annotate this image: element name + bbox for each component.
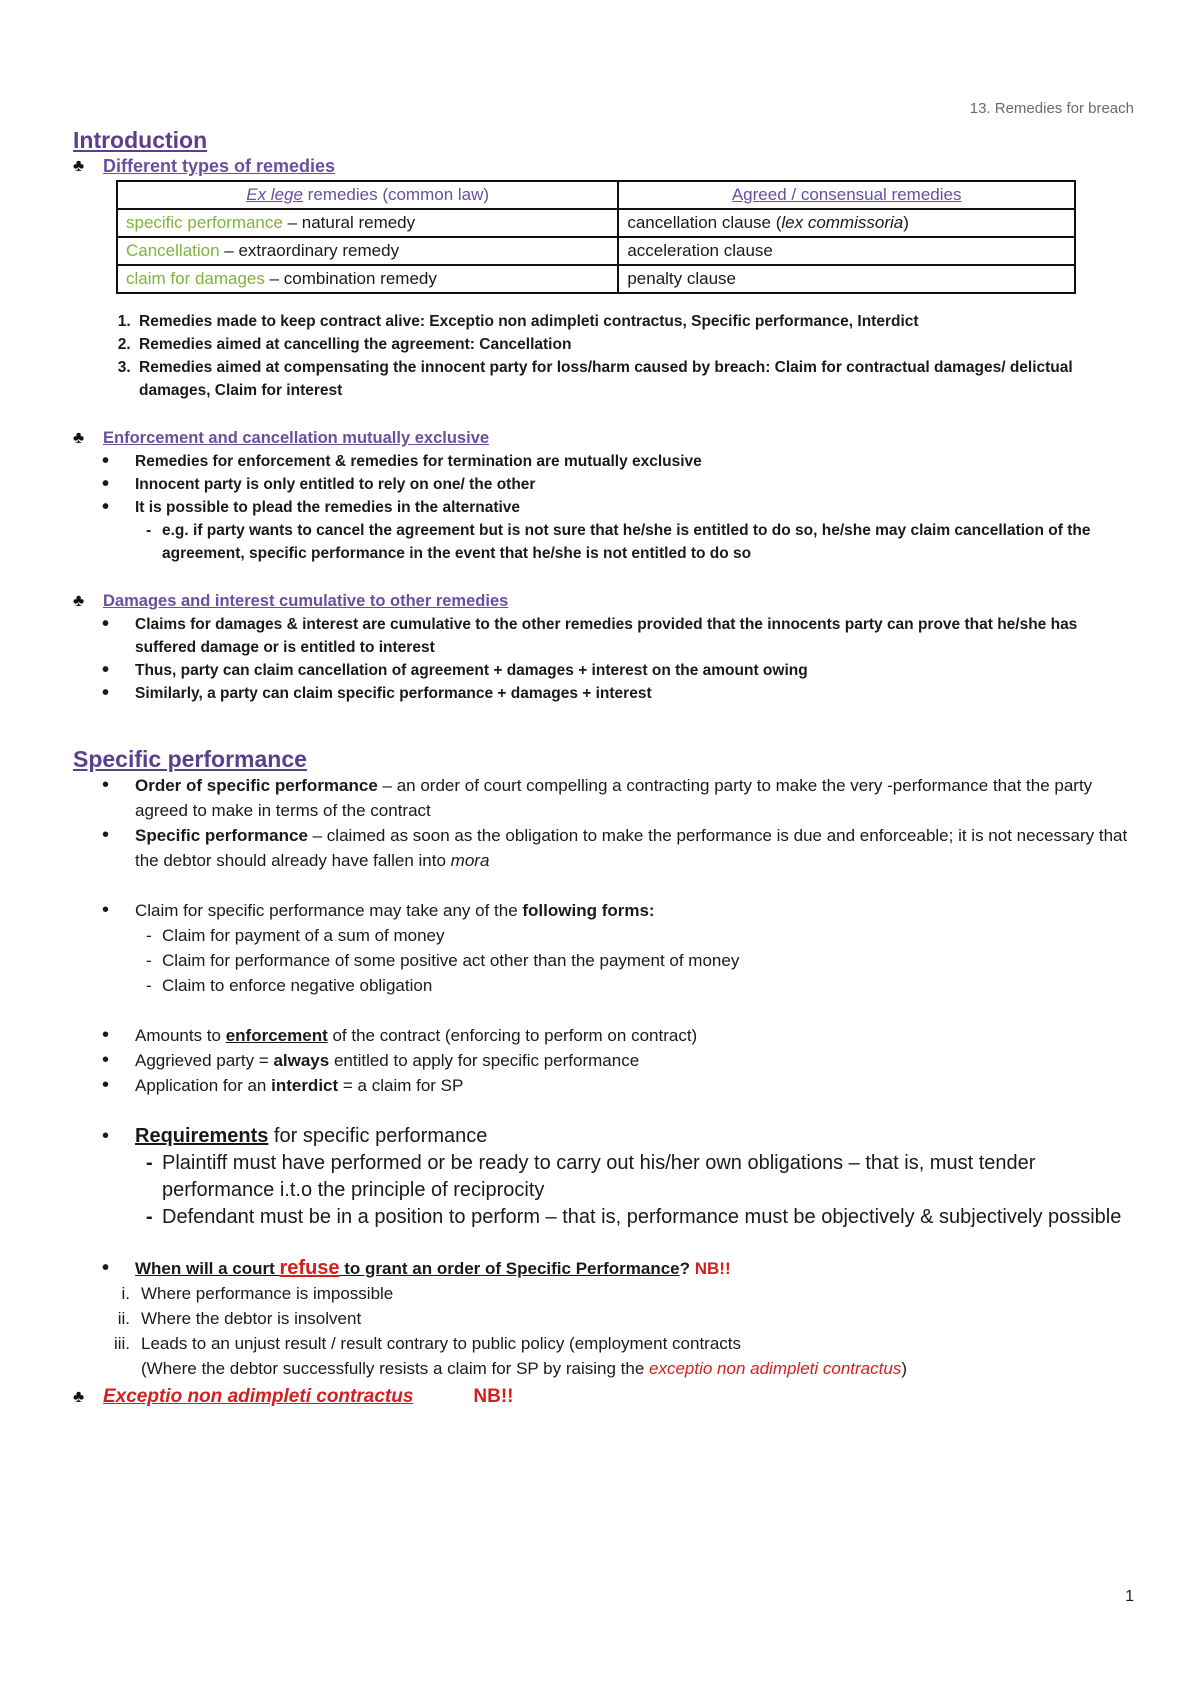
running-header: 13. Remedies for breach	[969, 100, 1134, 117]
list-item	[73, 1256, 1133, 1281]
note-text: = a claim for SP	[338, 1076, 464, 1095]
list-item	[73, 773, 1133, 823]
table-row	[117, 209, 1075, 237]
table-cell: acceleration clause	[618, 237, 1075, 265]
roman-numeral: iii.	[113, 1334, 130, 1353]
col-header-agreed: Agreed / consensual remedies	[618, 181, 1075, 209]
note-text: Application for an	[135, 1076, 272, 1095]
clause-italic: lex commissoria	[781, 213, 904, 232]
table-cell	[117, 265, 618, 293]
specific-performance-heading: Specific performance	[73, 746, 307, 772]
note-emph: always	[273, 1051, 330, 1070]
reason-text: Leads to an unjust result / result contrary to public policy (employment contracts	[141, 1334, 742, 1353]
types-heading: Different types of remedies	[103, 156, 336, 176]
list-item	[73, 1306, 1133, 1331]
table-row	[117, 265, 1075, 293]
list-item	[73, 1073, 1133, 1098]
requirements-text: for specific performance	[268, 1125, 488, 1147]
list-item	[73, 1331, 1133, 1381]
list-item	[73, 1281, 1133, 1306]
note-emph: interdict	[271, 1076, 339, 1095]
roman-numeral: ii.	[117, 1309, 130, 1328]
note-emph: enforcement	[225, 1026, 328, 1045]
list-item: - Claim for payment of a sum of money	[73, 923, 1133, 948]
table-cell	[618, 209, 1075, 237]
clause-text: cancellation clause (	[627, 213, 782, 232]
table-cell	[117, 209, 618, 237]
reason-text: Where performance is impossible	[141, 1284, 394, 1303]
enforcement-heading-row	[73, 426, 1133, 450]
col-header-ex-lege	[117, 181, 618, 209]
mora-text: mora	[450, 851, 490, 870]
enforcement-list	[73, 450, 1133, 519]
table-cell	[117, 237, 618, 265]
list-item: - Plaintiff must have performed or be ready to carry out his/her own obligations – that is, must tender performance i.t.o the principle of reciprocity	[73, 1150, 1133, 1204]
sp-definitions-list	[73, 773, 1133, 873]
list-item: - Defendant must be in a position to perform – that is, performance must be objectively & subjectively possible	[73, 1204, 1133, 1231]
list-item: 2. Remedies aimed at cancelling the agreement: Cancellation	[135, 333, 1133, 356]
refuse-q: ?	[679, 1259, 691, 1278]
remedies-table	[116, 180, 1076, 294]
remedy-desc: – extraordinary remedy	[219, 241, 400, 260]
list-item: • It is possible to plead the remedies in the alternative	[73, 496, 1133, 519]
term: Specific performance	[135, 826, 308, 845]
refuse-text: to grant an order of Specific Performance	[339, 1259, 680, 1278]
exceptio-heading-row	[73, 1385, 1133, 1409]
remedy-categories-list	[73, 310, 1133, 402]
list-item	[73, 898, 1133, 923]
exceptio-ref: exceptio non adimpleti contractus	[649, 1359, 902, 1378]
club-icon: ♣	[73, 156, 85, 175]
sp-requirements-list	[73, 1123, 1133, 1150]
list-item: • Claims for damages & interest are cumulative to the other remedies provided that the innocents party can prove that he/she has suffered damage or is entitled to interest	[73, 613, 1133, 659]
requirements-term: Requirements	[135, 1125, 269, 1147]
damages-list	[73, 613, 1133, 705]
sp-forms-sublist	[73, 923, 1133, 998]
remedy-desc: – natural remedy	[282, 213, 416, 232]
remedy-desc: – combination remedy	[264, 269, 437, 288]
table-header-row	[117, 181, 1075, 209]
types-heading-row	[73, 154, 1133, 178]
list-item: - Claim to enforce negative obligation	[73, 973, 1133, 998]
col1-header-rest: remedies (common law)	[302, 185, 490, 204]
club-icon: ♣	[73, 428, 85, 447]
list-item	[73, 1023, 1133, 1048]
list-item: - Claim for performance of some positive act other than the payment of money	[73, 948, 1133, 973]
note-text: of the contract (enforcing to perform on contract)	[327, 1026, 698, 1045]
list-item: 1. Remedies made to keep contract alive: Exceptio non adimpleti contractus, Specific performance, Interdict	[135, 310, 1133, 333]
refuse-word: refuse	[279, 1257, 340, 1279]
enforcement-sublist	[73, 519, 1133, 565]
reason-note-close: )	[901, 1359, 907, 1378]
damages-heading-row	[73, 589, 1133, 613]
roman-numeral: i.	[121, 1284, 130, 1303]
document-content	[73, 126, 1133, 1409]
list-item: • Thus, party can claim cancellation of agreement + damages + interest on the amount owing	[73, 659, 1133, 682]
list-item	[73, 823, 1133, 873]
remedy-term: Cancellation	[126, 241, 220, 260]
sp-forms-list	[73, 898, 1133, 923]
list-item: • Similarly, a party can claim specific performance + damages + interest	[73, 682, 1133, 705]
list-item	[73, 1123, 1133, 1150]
exceptio-heading: Exceptio non adimpleti contractus	[103, 1386, 414, 1407]
refuse-text: When will a court	[135, 1259, 280, 1278]
note-text: entitled to apply for specific performance	[329, 1051, 640, 1070]
forms-intro: Claim for specific performance may take any of the	[135, 901, 523, 920]
reason-text: Where the debtor is insolvent	[141, 1309, 362, 1328]
list-item: • Innocent party is only entitled to rely on one/ the other	[73, 473, 1133, 496]
reason-note: (Where the debtor successfully resists a claim for SP by raising the	[141, 1359, 649, 1378]
introduction-heading: Introduction	[73, 127, 208, 153]
list-item: • Remedies for enforcement & remedies for termination are mutually exclusive	[73, 450, 1133, 473]
note-text: Amounts to	[135, 1026, 226, 1045]
damages-heading: Damages and interest cumulative to other remedies	[103, 592, 509, 610]
list-item	[73, 1048, 1133, 1073]
remedy-term: claim for damages	[126, 269, 265, 288]
table-cell: penalty clause	[618, 265, 1075, 293]
nb-badge: NB!!	[473, 1386, 514, 1407]
sp-requirements-sublist	[73, 1150, 1133, 1231]
club-icon: ♣	[73, 591, 85, 610]
definition: – claimed as soon as the obligation to make the performance is due and enforceable; it is not necessary that the debtor should already have fallen into	[135, 826, 1128, 870]
term: Order of specific performance	[135, 776, 378, 795]
page-number: 1	[1125, 1588, 1134, 1605]
club-icon: ♣	[73, 1387, 85, 1406]
enforcement-heading: Enforcement and cancellation mutually exclusive	[103, 429, 490, 447]
list-item: - e.g. if party wants to cancel the agreement but is not sure that he/she is entitled to do so, he/she may claim cancellation of the agreement, specific performance in the event that he/she is not entitled to do so	[73, 519, 1133, 565]
clause-close: )	[903, 213, 909, 232]
note-text: Aggrieved party =	[135, 1051, 274, 1070]
definition: – an order of court compelling a contracting party to make the very -performance that the party agreed to make in terms of the contract	[135, 776, 1093, 820]
refuse-reasons-list	[73, 1281, 1133, 1381]
table-row	[117, 237, 1075, 265]
ex-lege-text: Ex lege	[246, 185, 303, 204]
nb-badge: NB!!	[690, 1259, 731, 1278]
forms-emph: following forms:	[522, 901, 655, 920]
remedy-term: specific performance	[126, 213, 283, 232]
sp-refuse-list	[73, 1256, 1133, 1281]
sp-notes-list	[73, 1023, 1133, 1098]
list-item: 3. Remedies aimed at compensating the innocent party for loss/harm caused by breach: Claim for contractual damages/ delictual damages, Claim for interest	[135, 356, 1133, 402]
